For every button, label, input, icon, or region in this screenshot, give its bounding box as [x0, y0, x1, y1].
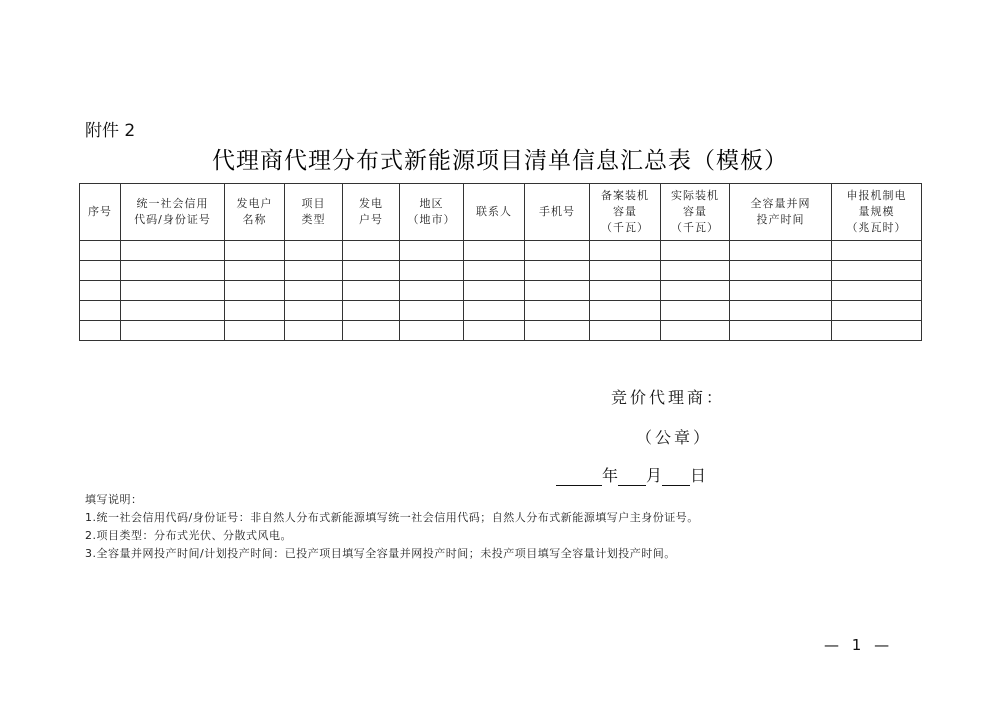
table-cell[interactable] [343, 261, 400, 281]
table-cell[interactable] [464, 301, 525, 321]
table-cell[interactable] [590, 241, 661, 261]
page-number: — 1 — [824, 636, 894, 654]
month-blank[interactable] [618, 469, 646, 486]
header-line: 发电 [359, 197, 383, 210]
header-line: 统一社会信用 [136, 197, 209, 210]
table-cell[interactable] [121, 281, 225, 301]
table-cell[interactable] [343, 241, 400, 261]
table-cell[interactable] [832, 281, 922, 301]
table-row [80, 241, 922, 261]
column-header [285, 184, 343, 241]
year-label: 年 [602, 466, 619, 485]
month-label: 月 [646, 466, 663, 485]
table-cell[interactable] [661, 301, 730, 321]
table-cell[interactable] [80, 281, 121, 301]
year-blank[interactable] [556, 469, 602, 486]
table-cell[interactable] [525, 261, 590, 281]
attachment-label: 附件 2 [85, 121, 136, 141]
header-line: 联系人 [476, 205, 512, 218]
instructions-heading: 填写说明： [85, 493, 143, 506]
document-title: 代理商代理分布式新能源项目清单信息汇总表（模板） [212, 148, 788, 174]
official-seal-label: （公章） [636, 428, 713, 447]
table-cell[interactable] [525, 281, 590, 301]
table-cell[interactable] [661, 321, 730, 341]
table-cell[interactable] [661, 241, 730, 261]
table-cell[interactable] [832, 321, 922, 341]
header-line: （千瓦） [601, 221, 649, 234]
table-cell[interactable] [285, 321, 343, 341]
table-cell[interactable] [590, 301, 661, 321]
table-cell[interactable] [464, 321, 525, 341]
table-cell[interactable] [400, 321, 464, 341]
table-cell[interactable] [832, 261, 922, 281]
table-cell[interactable] [400, 241, 464, 261]
table-cell[interactable] [661, 261, 730, 281]
filling-instructions [85, 491, 699, 563]
column-header [730, 184, 832, 241]
header-line: （地市） [407, 213, 456, 226]
table-cell[interactable] [730, 321, 832, 341]
header-line: 容量 [613, 205, 637, 218]
table-cell[interactable] [400, 261, 464, 281]
table-cell[interactable] [343, 321, 400, 341]
header-line: 代码/身份证号 [134, 213, 211, 226]
table-cell[interactable] [525, 321, 590, 341]
column-header [525, 184, 590, 241]
column-header [661, 184, 730, 241]
table-cell[interactable] [590, 281, 661, 301]
signature-date [556, 463, 706, 486]
column-header [832, 184, 922, 241]
header-line: 项目 [301, 197, 326, 210]
table-row [80, 321, 922, 341]
table-cell[interactable] [730, 301, 832, 321]
table-cell[interactable] [464, 281, 525, 301]
table-cell[interactable] [285, 241, 343, 261]
header-line: 类型 [301, 213, 326, 226]
table-cell[interactable] [730, 281, 832, 301]
table-cell[interactable] [225, 241, 285, 261]
table-header-row [80, 184, 922, 241]
table-cell[interactable] [590, 321, 661, 341]
table-cell[interactable] [525, 241, 590, 261]
table-cell[interactable] [343, 301, 400, 321]
table-cell[interactable] [121, 241, 225, 261]
table-cell[interactable] [80, 261, 121, 281]
column-header [80, 184, 121, 241]
header-line: 申报机制电 [846, 189, 907, 202]
table-row [80, 281, 922, 301]
table-cell[interactable] [525, 301, 590, 321]
header-line: 发电户 [236, 197, 273, 210]
table-cell[interactable] [225, 321, 285, 341]
table-cell[interactable] [121, 261, 225, 281]
table-cell[interactable] [464, 261, 525, 281]
instruction-item: 2.项目类型：分布式光伏、分散式风电。 [85, 529, 292, 542]
column-header [464, 184, 525, 241]
table-cell[interactable] [832, 241, 922, 261]
header-line: 名称 [242, 213, 267, 226]
table-cell[interactable] [80, 321, 121, 341]
header-line: 手机号 [539, 205, 575, 218]
table-cell[interactable] [343, 281, 400, 301]
header-line: （兆瓦时） [846, 221, 907, 234]
summary-table [79, 183, 922, 341]
table-cell[interactable] [80, 301, 121, 321]
column-header [121, 184, 225, 241]
column-header [225, 184, 285, 241]
day-label: 日 [690, 466, 707, 485]
instruction-item: 1.统一社会信用代码/身份证号：非自然人分布式新能源填写统一社会信用代码；自然人分布式新能源填写户主身份证号。 [85, 511, 699, 524]
table-cell[interactable] [730, 261, 832, 281]
header-line: （千瓦） [671, 221, 719, 234]
table-cell[interactable] [121, 321, 225, 341]
table-cell[interactable] [400, 281, 464, 301]
header-line: 量规模 [858, 205, 895, 218]
header-line: 序号 [88, 205, 112, 218]
table-cell[interactable] [832, 301, 922, 321]
column-header [343, 184, 400, 241]
table-row [80, 261, 922, 281]
header-line: 容量 [683, 205, 707, 218]
day-blank[interactable] [662, 469, 690, 486]
table-cell[interactable] [80, 241, 121, 261]
table-cell[interactable] [661, 281, 730, 301]
table-row [80, 301, 922, 321]
bidding-agent-label: 竞价代理商： [611, 388, 726, 407]
table-cell[interactable] [285, 301, 343, 321]
table-cell[interactable] [285, 261, 343, 281]
table-cell[interactable] [590, 261, 661, 281]
table-cell[interactable] [400, 301, 464, 321]
table-cell[interactable] [225, 281, 285, 301]
header-line: 全容量并网 [750, 197, 811, 210]
table-cell[interactable] [121, 301, 225, 321]
header-line: 实际装机 [671, 189, 719, 202]
header-line: 投产时间 [756, 213, 805, 226]
table-cell[interactable] [285, 281, 343, 301]
column-header [590, 184, 661, 241]
header-line: 户号 [359, 213, 383, 226]
instruction-item: 3.全容量并网投产时间/计划投产时间：已投产项目填写全容量并网投产时间；未投产项目填写全容量计划投产时间。 [85, 547, 676, 560]
table-cell[interactable] [225, 301, 285, 321]
table-cell[interactable] [225, 261, 285, 281]
table-cell[interactable] [464, 241, 525, 261]
column-header [400, 184, 464, 241]
header-line: 地区 [419, 197, 444, 210]
table-cell[interactable] [730, 241, 832, 261]
header-line: 备案装机 [601, 189, 649, 202]
table-body [80, 241, 922, 341]
